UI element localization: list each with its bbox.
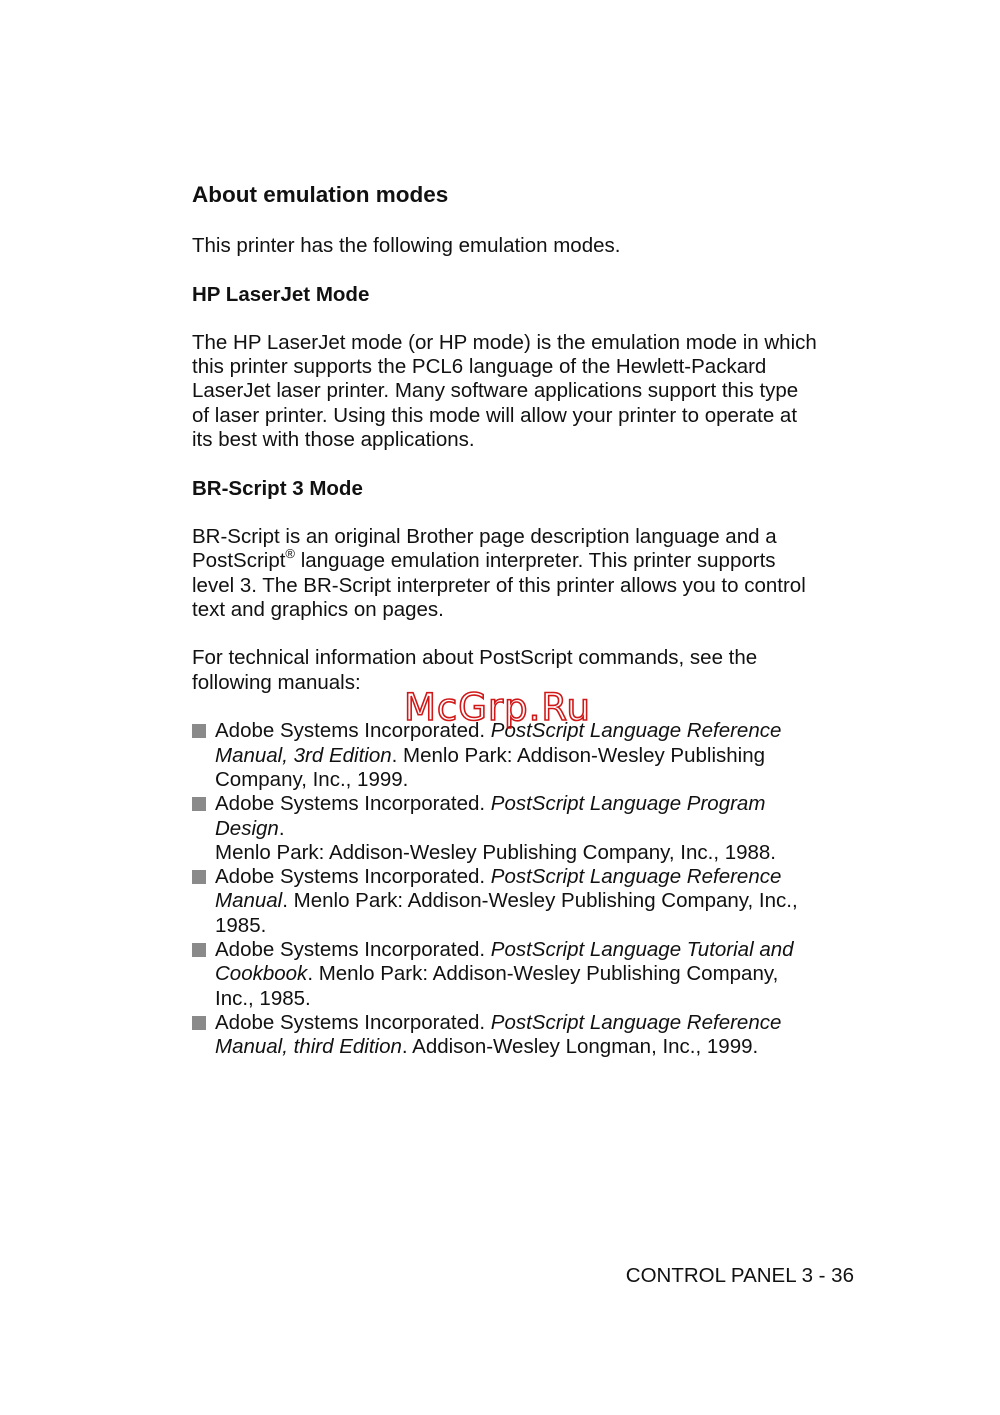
page-content <box>192 180 862 1060</box>
ref-author: Adobe Systems Incorporated. <box>215 938 491 962</box>
reference-item <box>192 719 862 792</box>
tech-info-paragraph <box>192 646 862 695</box>
br-line-2 <box>192 546 862 573</box>
hp-mode-paragraph <box>192 331 862 452</box>
ref-punct: . <box>278 816 285 840</box>
square-bullet-icon <box>192 797 206 811</box>
ref-publisher: . Menlo Park: Addison-Wesley Publishing Company, Inc., <box>282 889 798 913</box>
ref-title-cont: Manual, third Edition <box>215 1035 402 1059</box>
br-line-1: BR-Script is an original Brother page description language and a <box>192 524 777 548</box>
ref-publisher: . Menlo Park: Addison-Wesley Publishing Company, <box>307 962 779 986</box>
ref-1-line-2 <box>215 744 862 768</box>
ref-publisher: . Menlo Park: Addison-Wesley Publishing <box>391 743 766 767</box>
site-watermark: McGrp.Ru <box>404 686 591 729</box>
ref-2-line-3: Menlo Park: Addison-Wesley Publishing Company, Inc., 1988. <box>215 840 777 864</box>
ref-title-cont: Manual, 3rd Edition <box>215 743 392 767</box>
registered-mark: ® <box>285 546 296 562</box>
reference-list <box>192 719 862 1059</box>
ref-publisher: . Addison-Wesley Longman, Inc., 1999. <box>401 1035 759 1059</box>
reference-item <box>192 1011 862 1060</box>
square-bullet-icon <box>192 943 206 957</box>
ref-3-line-3: 1985. <box>215 913 267 937</box>
br-line-2-end: language emulation interpreter. This printer supports <box>295 549 776 573</box>
ref-title-cont: Cookbook <box>215 962 308 986</box>
hp-line-5: its best with those applications. <box>192 428 475 452</box>
hp-mode-heading: HP LaserJet Mode <box>192 282 370 306</box>
ref-title: PostScript Language Reference <box>490 1010 782 1034</box>
reference-item <box>192 938 862 1011</box>
ref-title-cont: Manual <box>215 889 283 913</box>
ref-5-line-2 <box>215 1035 862 1059</box>
ref-2-line-1 <box>215 792 862 816</box>
br-line-4: text and graphics on pages. <box>192 597 444 621</box>
hp-line-1: The HP LaserJet mode (or HP mode) is the emulation mode in which <box>192 330 817 354</box>
ref-title: PostScript Language Program <box>490 792 766 816</box>
ref-4-line-1 <box>215 938 862 962</box>
ref-1-line-3: Company, Inc., 1999. <box>215 767 409 791</box>
br-line-3: level 3. The BR-Script interpreter of this printer allows you to control <box>192 573 806 597</box>
ref-author: Adobe Systems Incorporated. <box>215 792 491 816</box>
ref-3-line-2 <box>215 889 862 913</box>
reference-item <box>192 865 862 938</box>
ref-2-line-2 <box>215 817 862 841</box>
tech-line-2: following manuals: <box>192 670 361 694</box>
ref-5-line-1 <box>215 1011 862 1035</box>
ref-title: PostScript Language Reference <box>490 719 782 743</box>
ref-author: Adobe Systems Incorporated. <box>215 1010 491 1034</box>
reference-item <box>192 792 862 865</box>
square-bullet-icon <box>192 870 206 884</box>
br-script-paragraph <box>192 525 862 622</box>
ref-title-cont: Design <box>215 816 279 840</box>
ref-author: Adobe Systems Incorporated. <box>215 719 491 743</box>
hp-line-2: this printer supports the PCL6 language of the Hewlett-Packard <box>192 355 767 379</box>
square-bullet-icon <box>192 724 206 738</box>
section-title: About emulation modes <box>192 182 449 207</box>
intro-paragraph: This printer has the following emulation modes. <box>192 234 621 257</box>
tech-line-1: For technical information about PostScript commands, see the <box>192 646 758 670</box>
ref-title: PostScript Language Reference <box>490 865 782 889</box>
hp-line-3: LaserJet laser printer. Many software applications support this type <box>192 379 799 403</box>
ref-4-line-2 <box>215 962 862 986</box>
br-line-2-start: PostScript <box>192 549 286 573</box>
ref-4-line-3: Inc., 1985. <box>215 986 311 1010</box>
hp-line-4: of laser printer. Using this mode will allow your printer to operate at <box>192 403 798 427</box>
ref-author: Adobe Systems Incorporated. <box>215 865 491 889</box>
page-footer: CONTROL PANEL 3 - 36 <box>625 1264 854 1287</box>
ref-title: PostScript Language Tutorial and <box>490 938 794 962</box>
ref-1-line-1 <box>215 719 862 743</box>
br-script-heading: BR-Script 3 Mode <box>192 476 363 500</box>
ref-3-line-1 <box>215 865 862 889</box>
square-bullet-icon <box>192 1016 206 1030</box>
